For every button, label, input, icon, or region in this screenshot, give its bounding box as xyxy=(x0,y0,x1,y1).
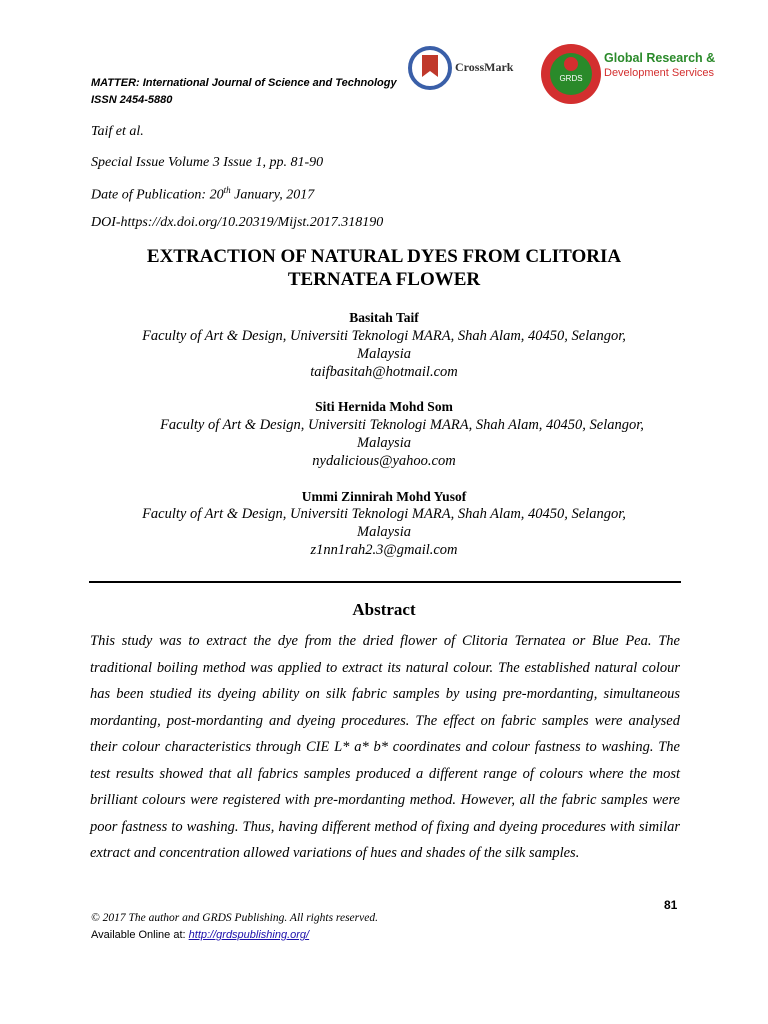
abstract-text: This study was to extract the dye from the dried flower of Clitoria Ternatea or Blue Pea. The traditional boiling method was applied to extract its natural colour. The established natural colour has been studied its dyeing ability on silk fabric samples by using pre-mordanting, simultaneous mordanting, post-mordanting and dyeing procedures. The effect on fabric samples were analysed their colour characteristics through CIE L* a* b* coordinates and colour fastness to washing. The test results showed that all fabrics samples produced a different range of colours where the most brilliant colours were registered with pre-mordanting method. However, all the fabric samples were poor fastness to washing. Thus, having different method of fixing and dyeing procedures with similar extract and concentration allowed variations of hues and shades of the silk samples. xyxy=(90,633,680,861)
author-name: Basitah Taif xyxy=(349,310,419,325)
grds-title-line2: Development Services xyxy=(604,67,715,79)
author-email[interactable]: taifbasitah@hotmail.com xyxy=(310,364,458,380)
section-divider xyxy=(89,581,681,583)
author-name: Ummi Zinnirah Mohd Yusof xyxy=(301,489,467,504)
availability-line xyxy=(91,929,309,941)
crossmark-icon xyxy=(408,45,452,91)
abstract-heading: Abstract xyxy=(352,600,416,619)
author-name: Siti Hernida Mohd Som xyxy=(315,399,453,414)
crossmark-label: CrossMark xyxy=(455,60,514,74)
date-superscript: th xyxy=(223,185,231,195)
publication-date xyxy=(91,185,314,204)
author-email[interactable]: nydalicious@yahoo.com xyxy=(312,453,456,469)
author-affiliation: Faculty of Art & Design, Universiti Teknologi MARA, Shah Alam, 40450, Selangor, xyxy=(142,328,626,344)
author-affiliation: Faculty of Art & Design, Universiti Teknologi MARA, Shah Alam, 40450, Selangor, xyxy=(142,506,626,522)
grds-logo xyxy=(539,42,603,111)
author-affiliation-country: Malaysia xyxy=(357,435,411,451)
page-number: 81 xyxy=(664,898,678,912)
journal-name: MATTER: International Journal of Science and Technology xyxy=(91,77,397,89)
copyright-notice: © 2017 The author and GRDS Publishing. All rights reserved. xyxy=(91,912,378,924)
availability-prefix: Available Online at: xyxy=(91,929,189,941)
author-email[interactable]: z1nn1rah2.3@gmail.com xyxy=(310,542,458,558)
date-prefix: Date of Publication: 20 xyxy=(91,187,224,203)
author-affiliation-country: Malaysia xyxy=(357,346,411,362)
paper-title-line2: TERNATEA FLOWER xyxy=(287,269,481,290)
publisher-link[interactable]: http://grdspublishing.org/ xyxy=(188,929,310,941)
journal-issn: ISSN 2454-5880 xyxy=(91,94,173,106)
doi[interactable]: DOI-https://dx.doi.org/10.20319/Mijst.2017.318190 xyxy=(91,215,384,230)
crossmark-logo[interactable] xyxy=(408,45,452,91)
authors-short: Taif et al. xyxy=(91,124,144,139)
grds-badge-text: GRDS xyxy=(559,74,583,83)
grds-title-line1: Global Research & xyxy=(604,51,716,65)
grds-seal-icon xyxy=(539,42,603,106)
date-suffix: January, 2017 xyxy=(230,187,315,203)
paper-title-line1: EXTRACTION OF NATURAL DYES FROM CLITORIA xyxy=(146,246,622,267)
author-affiliation: Faculty of Art & Design, Universiti Teknologi MARA, Shah Alam, 40450, Selangor, xyxy=(160,417,644,433)
author-affiliation-country: Malaysia xyxy=(357,524,411,540)
issue-info: Special Issue Volume 3 Issue 1, pp. 81-90 xyxy=(91,155,324,170)
